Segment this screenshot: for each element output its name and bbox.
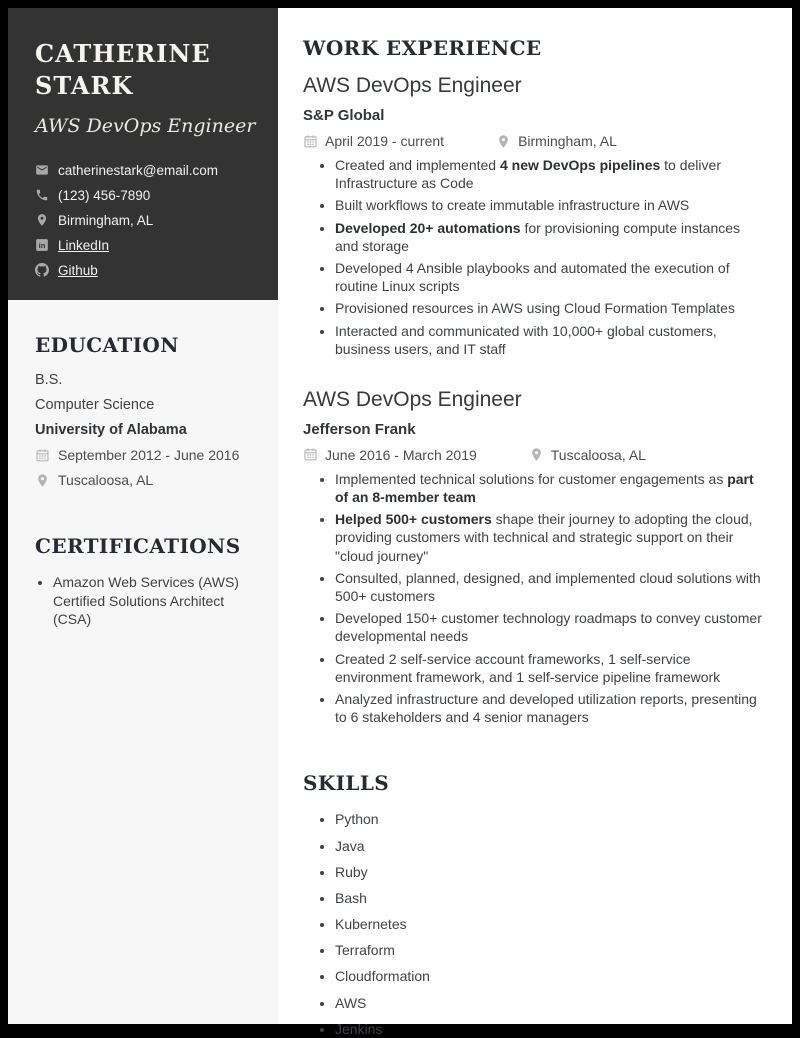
- job-title: AWS DevOps Engineer: [303, 74, 522, 97]
- experience-bullet: • Analyzed infrastructure and developed utilization reports, presenting to 6 stakeholders and 4 senior managers: [335, 690, 762, 726]
- resume-page: [8, 8, 792, 1037]
- phone-icon: [35, 188, 49, 202]
- main-column: [278, 8, 792, 1037]
- job-meta: [303, 133, 762, 149]
- sidebar-body: [8, 300, 278, 634]
- contact-linkedin[interactable]: [35, 238, 256, 253]
- contact-phone: [35, 188, 256, 203]
- education-degree: B.S.: [35, 372, 63, 388]
- contact-location-label: Birmingham, AL: [58, 212, 154, 228]
- experience-bullet: • Implemented technical solutions for customer engagements as part of an 8-member team: [335, 470, 762, 506]
- email-icon: [35, 163, 49, 177]
- contact-linkedin-label[interactable]: LinkedIn: [58, 237, 110, 253]
- certifications-list: [35, 573, 256, 629]
- skill-item: • Terraform: [335, 941, 762, 959]
- location-icon: [529, 447, 544, 462]
- company-name: S&P Global: [303, 107, 385, 124]
- work-experience-heading: WORK EXPERIENCE: [303, 36, 542, 60]
- skill-item: • Ruby: [335, 863, 762, 881]
- job-bullets: [303, 156, 762, 358]
- job-location-label: Tuscaloosa, AL: [550, 446, 646, 463]
- experience-bullet: • Provisioned resources in AWS using Cloud Formation Templates: [335, 299, 762, 317]
- certification-item: • Amazon Web Services (AWS) Certified Solutions Architect (CSA): [53, 573, 256, 629]
- experience-bullet: • Developed 150+ customer technology roadmaps to convey customer developmental needs: [335, 609, 762, 645]
- calendar-icon: [303, 447, 318, 462]
- job-dates-label: April 2019 - current: [325, 133, 445, 149]
- education-location: [35, 472, 256, 488]
- education-heading: EDUCATION: [35, 333, 179, 357]
- experience-bullet: • Helped 500+ customers shape their journey to adopting the cloud, providing customers with technical and strategic support on their "cloud journey": [335, 510, 762, 565]
- sidebar: [8, 8, 278, 1024]
- github-icon: [35, 263, 49, 277]
- skill-item: • Jenkins: [335, 1020, 762, 1038]
- contact-phone-label: (123) 456-7890: [58, 187, 151, 203]
- education-section: [35, 333, 256, 488]
- linkedin-icon: [35, 238, 49, 252]
- contact-email: [35, 163, 256, 178]
- experience-bullet: • Interacted and communicated with 10,000+ global customers, business users, and IT staff: [335, 322, 762, 358]
- job-location: [529, 447, 646, 463]
- experience-bullet: • Created 2 self-service account frameworks, 1 self-service environment framework, and 1 self-service pipeline framework: [335, 650, 762, 686]
- skill-item: • Kubernetes: [335, 915, 762, 933]
- job-bullets: [303, 470, 762, 726]
- experience-bullet: • Developed 20+ automations for provisioning compute instances and storage: [335, 219, 762, 255]
- skill-item: • AWS: [335, 994, 762, 1012]
- job-dates: [303, 447, 477, 463]
- experience-bullet: • Developed 4 Ansible playbooks and automated the execution of routine Linux scripts: [335, 259, 762, 295]
- person-name-line2: STARK: [35, 71, 134, 101]
- education-school: University of Alabama: [35, 422, 187, 438]
- certifications-heading: CERTIFICATIONS: [35, 534, 241, 558]
- skills-heading: SKILLS: [303, 771, 390, 796]
- education-location-label: Tuscaloosa, AL: [58, 472, 154, 488]
- education-dates-label: September 2012 - June 2016: [58, 447, 240, 463]
- job-dates-label: June 2016 - March 2019: [325, 446, 477, 463]
- contact-github-label[interactable]: Github: [58, 262, 98, 278]
- person-title: AWS DevOps Engineer: [35, 114, 256, 137]
- contact-github[interactable]: [35, 263, 256, 278]
- contact-location: [35, 213, 256, 228]
- skill-item: • Cloudformation: [335, 967, 762, 985]
- contact-list: [35, 163, 256, 278]
- job-dates: [303, 133, 444, 149]
- certifications-section: [35, 534, 256, 629]
- skill-item: • Java: [335, 837, 762, 855]
- skill-item: • Bash: [335, 889, 762, 907]
- contact-email-label: catherinestark@email.com: [58, 162, 219, 178]
- job-location-label: Birmingham, AL: [518, 133, 617, 149]
- experience-bullet: • Created and implemented 4 new DevOps pipelines to deliver Infrastructure as Code: [335, 156, 762, 192]
- job-entry-2: [303, 388, 762, 726]
- education-dates: [35, 447, 256, 463]
- job-meta: [303, 447, 762, 463]
- location-icon: [496, 134, 511, 149]
- sidebar-header: [8, 8, 278, 300]
- education-field: Computer Science: [35, 397, 155, 413]
- svg-text:in: in: [38, 241, 46, 251]
- location-icon: [35, 473, 50, 488]
- job-title: AWS DevOps Engineer: [303, 387, 522, 411]
- experience-bullet: • Consulted, planned, designed, and implemented cloud solutions with 500+ customers: [335, 569, 762, 605]
- job-location: [496, 133, 617, 149]
- skills-list: [303, 810, 762, 1038]
- company-name: Jefferson Frank: [303, 420, 416, 438]
- skill-item: • Python: [335, 810, 762, 828]
- person-name: [35, 38, 256, 103]
- calendar-icon: [303, 134, 318, 149]
- job-entry-1: [303, 74, 762, 358]
- location-icon: [35, 213, 49, 227]
- person-name-line1: CATHERINE: [35, 39, 211, 68]
- experience-bullet: • Built workflows to create immutable infrastructure in AWS: [335, 196, 762, 214]
- calendar-icon: [35, 448, 50, 463]
- skills-section: [303, 771, 762, 1038]
